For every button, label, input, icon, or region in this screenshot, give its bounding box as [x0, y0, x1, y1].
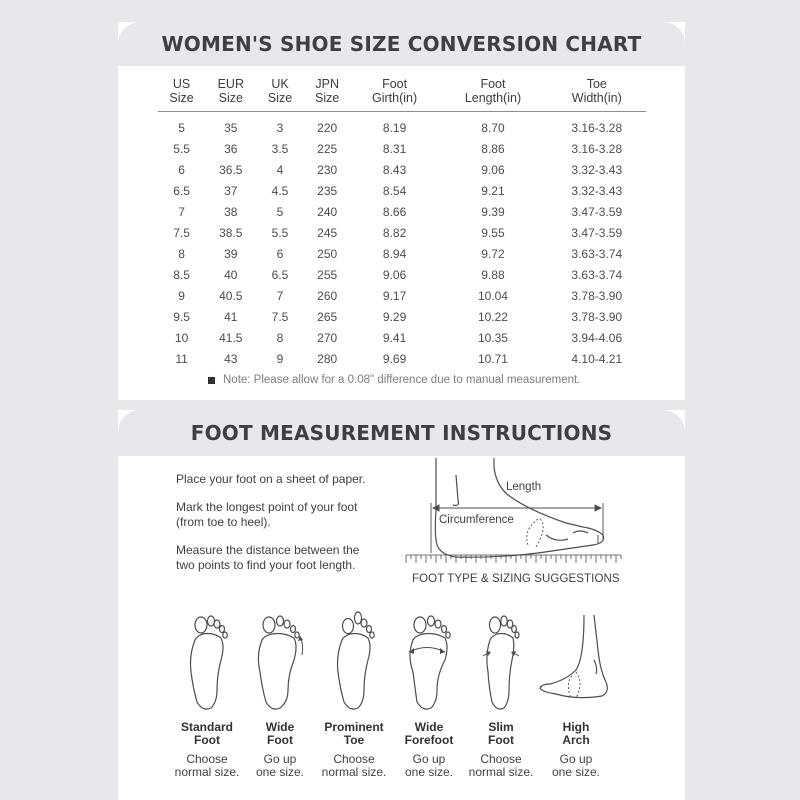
foot-type-name: Wide Foot: [265, 720, 295, 747]
foot-type-high-arch: [536, 610, 616, 779]
table-cell: 8.94: [382, 246, 407, 261]
foot-type-wide-forefoot: [389, 610, 469, 779]
high-arch-icon: [536, 610, 618, 715]
table-cell: 8: [178, 246, 185, 261]
table-cell: 8.5: [173, 267, 190, 282]
table-cell: 37: [224, 183, 238, 198]
foot-type-name: Wide Forefoot: [404, 720, 454, 747]
instruction-step-3: Measure the distance between the two points to find your foot length.: [176, 543, 360, 572]
table-cell: 225: [317, 141, 338, 156]
wide-foot-icon: [250, 610, 310, 715]
table-cell: 9.17: [382, 288, 407, 303]
foot-type-suggestion: Go up one size.: [551, 752, 601, 779]
table-row: [158, 180, 646, 201]
column-header: UK Size: [256, 73, 303, 111]
column-header: JPN Size: [304, 73, 351, 111]
foot-type-name: High Arch: [562, 720, 590, 747]
table-cell: 9.21: [481, 183, 505, 198]
table-cell: 230: [317, 162, 338, 177]
table-cell: 250: [317, 246, 338, 261]
table-header-row: [158, 73, 646, 111]
foot-type-name: Slim Foot: [488, 720, 514, 747]
foot-type-suggestion: Go up one size.: [255, 752, 305, 779]
foot-type-suggestion: Go up one size.: [404, 752, 454, 779]
table-cell: 265: [317, 309, 338, 324]
table-cell: 9: [178, 288, 185, 303]
table-cell: 39: [224, 246, 238, 261]
table-row: [158, 243, 646, 264]
circumference-label: Circumference: [439, 514, 514, 526]
table-row: [158, 285, 646, 306]
table-row: [158, 264, 646, 285]
table-cell: 7.5: [173, 225, 190, 240]
instructions-title: FOOT MEASUREMENT INSTRUCTIONS: [118, 410, 685, 456]
table-row: [158, 222, 646, 243]
table-cell: 3.78-3.90: [571, 309, 623, 324]
instruction-step-1: Place your foot on a sheet of paper.: [176, 472, 366, 486]
foot-type-name: Prominent Toe: [324, 720, 384, 747]
sizing-suggestions-title: FOOT TYPE & SIZING SUGGESTIONS: [412, 573, 620, 585]
table-cell: 10.22: [477, 309, 508, 324]
table-cell: 3.47-3.59: [571, 204, 623, 219]
table-cell: 5.5: [271, 225, 289, 240]
foot-type-suggestion: Choose normal size.: [321, 752, 387, 779]
table-cell: 41.5: [219, 330, 243, 345]
table-cell: 40: [224, 267, 238, 282]
table-cell: 7: [178, 204, 185, 219]
foot-type-wide: [240, 610, 320, 779]
table-cell: 8.54: [382, 183, 407, 198]
table-cell: 8.70: [481, 120, 505, 135]
table-row: [158, 138, 646, 159]
table-row: [158, 159, 646, 180]
table-cell: 10.71: [477, 351, 508, 366]
table-cell: 3.16-3.28: [571, 141, 623, 156]
table-cell: 8.19: [382, 120, 407, 135]
table-cell: 4.10-4.21: [571, 351, 623, 366]
foot-type-slim: [461, 610, 541, 779]
table-cell: 240: [317, 204, 338, 219]
note-text: Note: Please allow for a 0.08" difference due to manual measurement.: [223, 374, 581, 386]
table-row: [158, 348, 646, 369]
table-cell: 6.5: [173, 183, 190, 198]
table-cell: 270: [317, 330, 338, 345]
foot-type-suggestion: Choose normal size.: [174, 752, 240, 779]
table-cell: 11: [175, 351, 188, 366]
table-cell: 38: [224, 204, 238, 219]
foot-type-standard: [167, 610, 247, 779]
table-cell: 245: [317, 225, 338, 240]
table-cell: 40.5: [219, 288, 243, 303]
table-cell: 3.32-3.43: [571, 183, 623, 198]
foot-type-prominent-toe: [314, 610, 394, 779]
table-row: [158, 306, 646, 327]
table-cell: 280: [317, 351, 338, 366]
table-cell: 3.32-3.43: [571, 162, 623, 177]
table-cell: 3.78-3.90: [571, 288, 623, 303]
table-cell: 7: [276, 288, 284, 303]
table-cell: 36: [224, 141, 238, 156]
note-bullet-icon: [208, 377, 215, 384]
table-cell: 9.5: [173, 309, 190, 324]
table-cell: 8.66: [382, 204, 407, 219]
table-cell: 9.39: [481, 204, 505, 219]
table-row: [158, 111, 646, 138]
table-cell: 235: [317, 183, 338, 198]
table-cell: 5: [276, 204, 284, 219]
slim-foot-icon: [475, 610, 527, 715]
table-row: [158, 201, 646, 222]
table-cell: 7.5: [271, 309, 289, 324]
length-dimension-icon: [431, 503, 603, 553]
size-chart-title: WOMEN'S SHOE SIZE CONVERSION CHART: [118, 22, 685, 66]
table-row: [158, 327, 646, 348]
table-cell: 9.88: [481, 267, 505, 282]
table-cell: 9.06: [382, 267, 407, 282]
table-cell: 220: [317, 120, 338, 135]
column-header: Foot Girth(in): [351, 73, 439, 111]
column-header: EUR Size: [205, 73, 256, 111]
table-cell: 3: [276, 120, 284, 135]
table-cell: 6.5: [271, 267, 289, 282]
table-cell: 8.82: [382, 225, 407, 240]
table-cell: 10.35: [477, 330, 508, 345]
table-cell: 10.04: [477, 288, 508, 303]
table-cell: 3.47-3.59: [571, 225, 623, 240]
table-cell: 255: [317, 267, 338, 282]
table-cell: 9.41: [382, 330, 407, 345]
table-cell: 4: [276, 162, 284, 177]
table-cell: 3.5: [271, 141, 289, 156]
size-conversion-table: [158, 73, 646, 369]
table-cell: 3.16-3.28: [571, 120, 623, 135]
wide-forefoot-icon: [401, 610, 457, 715]
table-cell: 41: [224, 309, 238, 324]
table-cell: 5.5: [173, 141, 190, 156]
table-cell: 5: [178, 120, 185, 135]
table-cell: 10: [174, 330, 189, 345]
table-cell: 4.5: [271, 183, 289, 198]
table-cell: 36.5: [219, 162, 243, 177]
length-label: Length: [506, 481, 542, 493]
table-cell: 8.31: [382, 141, 407, 156]
table-cell: 8: [276, 330, 284, 345]
measurement-note: [208, 374, 580, 386]
table-cell: 8.86: [481, 141, 505, 156]
prominent-toe-icon: [328, 610, 380, 715]
table-cell: 6: [276, 246, 284, 261]
table-cell: 38.5: [219, 225, 243, 240]
table-cell: 3.94-4.06: [571, 330, 623, 345]
column-header: US Size: [158, 73, 205, 111]
table-cell: 9: [276, 351, 284, 366]
standard-foot-icon: [181, 610, 233, 715]
table-cell: 3.63-3.74: [571, 267, 623, 282]
table-cell: 8.43: [382, 162, 407, 177]
column-header: Toe Width(in): [548, 73, 646, 111]
column-header: Foot Length(in): [438, 73, 547, 111]
ruler-icon: [406, 555, 621, 563]
table-cell: 6: [178, 162, 185, 177]
table-cell: 35: [224, 120, 238, 135]
foot-type-name: Standard Foot: [180, 720, 233, 747]
table-cell: 9.55: [481, 225, 505, 240]
table-cell: 9.29: [382, 309, 407, 324]
foot-measurement-diagram: [398, 455, 648, 590]
table-cell: 9.72: [481, 246, 505, 261]
table-cell: 3.63-3.74: [571, 246, 623, 261]
size-chart-card: [118, 22, 685, 400]
table-cell: 260: [317, 288, 338, 303]
table-cell: 9.69: [382, 351, 407, 366]
table-cell: 43: [224, 351, 238, 366]
table-body: [158, 111, 646, 369]
foot-type-suggestion: Choose normal size.: [468, 752, 534, 779]
table-cell: 9.06: [481, 162, 505, 177]
instructions-card: [118, 410, 685, 800]
instruction-step-2: Mark the longest point of your foot (from toe to heel).: [176, 500, 358, 529]
